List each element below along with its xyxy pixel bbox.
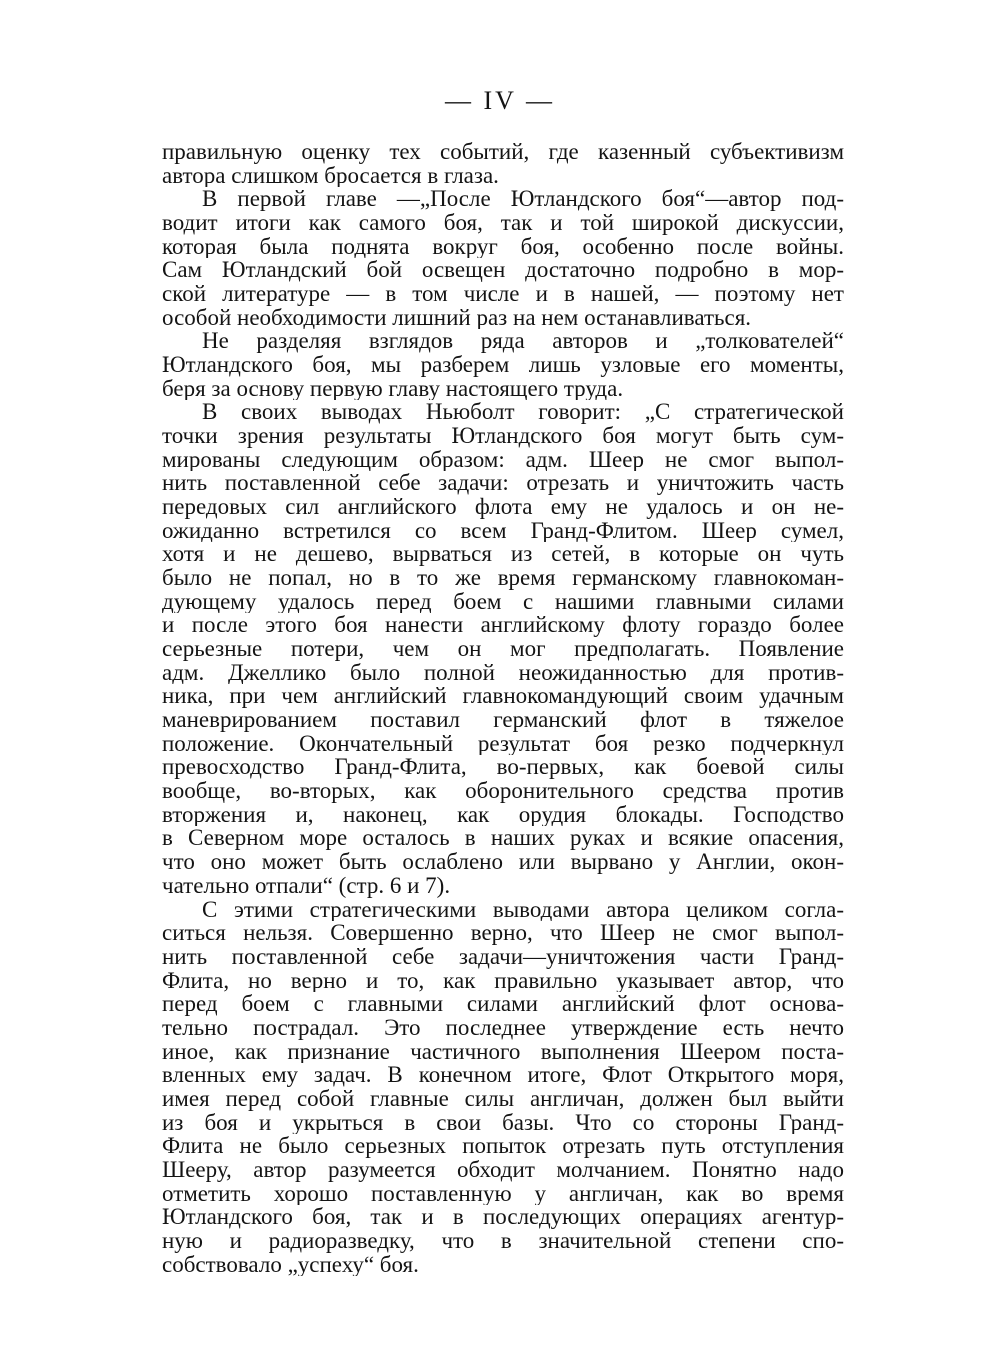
text-line: Шееру, автор разумеется обходит молчанием. Понятно надо [162,1157,844,1182]
text-line: ника, при чем английский главнокомандующий своим удачным [162,684,844,709]
text-line: ожиданно встретился со всем Гранд-Флитом. Шеер сумел, [162,518,844,543]
text-line: нить поставленной себе задачи: отрезать и уничтожить часть [162,471,844,496]
text-line: беря за основу первую главу настоящего труда. [162,376,624,401]
text-line: было не попал, но в то же время германскому главнокоман- [162,566,844,590]
text-line: маневрированием поставил германский флот в тяжелое [162,708,844,732]
text-line: перед боем с главными силами английский флот основа- [162,992,844,1016]
text-line: из боя и укрыться в свои базы. Что со стороны Гранд- [162,1110,844,1135]
text-line: имея перед собой главные силы англичан, должен был выйти [162,1086,844,1111]
text-line: правильную оценку тех событий, где казенный субъективизм [162,140,844,164]
text-line: в Северном море осталось в наших руках и всякие опасения, [162,826,844,851]
page-number: — IV — [445,86,555,115]
text-line: тельно пострадал. Это последнее утверждение есть нечто [162,1015,844,1040]
text-line: точки зрения результаты Ютландского боя могут быть сум- [162,424,844,448]
text-line: положение. Окончательный результат боя резко подчеркнул [162,731,844,756]
text-line: вторжения и, наконец, как орудия блокады. Господство [162,802,844,827]
text-line: ской литературе — в том числе и в нашей, — поэтому нет [162,282,844,306]
text-line: Ютландского боя, мы разберем лишь узловые его моменты, [162,353,844,377]
text-line: В первой главе —„После Ютландского боя“—автор под- [202,187,844,212]
text-line: хотя и не дешево, вырваться из сетей, в которые он чуть [162,542,844,567]
text-line: дующему удалось перед боем с нашими главными силами [162,589,844,614]
body-text [162,140,844,1276]
text-line: С этими стратегическими выводами автора целиком согла- [202,897,844,922]
text-line: ситься нельзя. Совершенно верно, что Шеер не смог выпол- [162,921,844,945]
text-line: мированы следующим образом: адм. Шеер не смог выпол- [162,447,844,472]
text-line: нить поставленной себе задачи—уничтожения части Гранд- [162,944,844,969]
text-line: собствовало „успеху“ боя. [162,1252,419,1277]
text-line: Сам Ютландский бой освещен достаточно подробно в мор- [162,258,844,283]
text-line: адм. Джеллико было полной неожиданностью для против- [162,660,844,685]
text-line: Флита, но верно и то, как правильно указывает автор, что [162,968,844,993]
text-line: и после этого боя нанести английскому флоту гораздо более [162,613,844,638]
text-line: вленных ему задач. В конечном итоге, Флот Открытого моря, [162,1063,844,1087]
text-line: Флита не было серьезных попыток отрезать путь отступления [162,1134,844,1158]
text-line: особой необходимости лишний раз на нем останавливаться. [162,305,752,330]
text-line: которая была поднята вокруг боя, особенно после войны. [162,234,844,259]
text-line: В своих выводах Ньюболт говорит: „С стратегической [202,400,844,425]
text-line: Не разделяя взглядов ряда авторов и „толкователей“ [202,329,844,354]
text-line: иное, как признание частичного выполнения Шеером поста- [162,1039,844,1064]
text-line: Ютландского боя, так и в последующих операциях агентур- [162,1205,844,1229]
text-line: серьезные потери, чем он мог предполагать. Появление [162,637,844,661]
text-line: вообще, во-вторых, как оборонительного средства против [162,779,844,803]
text-line: что оно может быть ослаблено или вырвано у Англии, окон- [162,850,844,874]
text-line: отметить хорошо поставленную у англичан, как во время [162,1181,844,1206]
text-line: чательно отпали“ (стр. 6 и 7). [162,873,451,898]
text-line: передовых сил английского флота ему не удалось и он не- [162,495,844,519]
text-line: ную и радиоразведку, что в значительной степени спо- [162,1228,844,1253]
text-line: водит итоги как самого боя, так и той широкой дискуссии, [162,211,844,235]
text-line: превосходство Гранд-Флита, во-первых, как боевой силы [162,755,844,780]
text-line: автора слишком бросается в глаза. [162,163,499,188]
